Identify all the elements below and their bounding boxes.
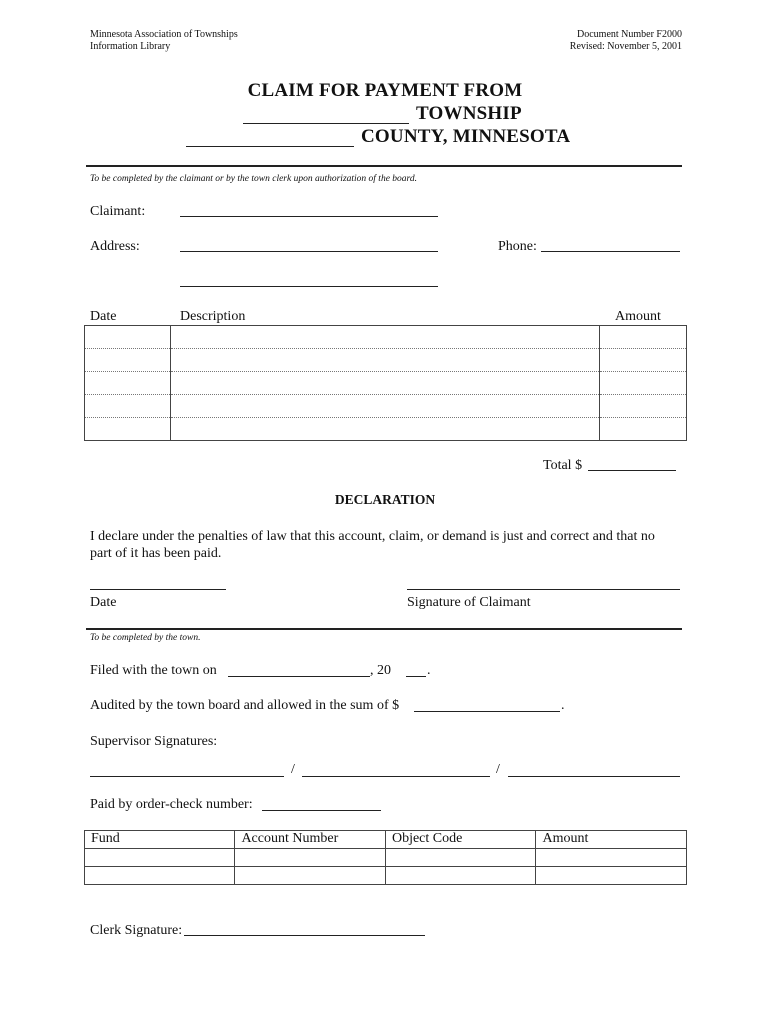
filed-period: .: [427, 663, 431, 678]
county-name-field[interactable]: [186, 146, 354, 147]
table-row: [85, 418, 687, 441]
claimant-signature-field[interactable]: [407, 589, 680, 590]
claimant-label: Claimant:: [90, 204, 146, 219]
item-date-cell[interactable]: [85, 372, 171, 395]
fund-amount-cell[interactable]: [536, 849, 687, 867]
fund-column-header: Fund: [85, 831, 235, 849]
object-code-cell[interactable]: [385, 867, 535, 885]
org-name: Minnesota Association of Townships: [90, 29, 238, 40]
item-amount-cell[interactable]: [600, 326, 687, 349]
town-instruction: To be completed by the town.: [90, 633, 201, 643]
object-code-cell[interactable]: [385, 849, 535, 867]
filed-date-field[interactable]: [228, 676, 370, 677]
item-description-cell[interactable]: [171, 395, 600, 418]
section-divider: [86, 628, 682, 630]
table-row: [85, 372, 687, 395]
revised-date: Revised: November 5, 2001: [569, 41, 682, 52]
declaration-date-field[interactable]: [90, 589, 226, 590]
filed-year-label: , 20: [370, 663, 391, 678]
audited-period: .: [561, 698, 565, 713]
item-date-cell[interactable]: [85, 395, 171, 418]
signature-of-claimant-label: Signature of Claimant: [407, 595, 531, 610]
fund-amount-column-header: Amount: [536, 831, 687, 849]
fund-table: [84, 830, 687, 885]
supervisor-signature-3[interactable]: [508, 776, 680, 777]
form-title-line1: CLAIM FOR PAYMENT FROM: [247, 80, 523, 101]
description-column-header: Description: [180, 309, 246, 324]
item-amount-cell[interactable]: [600, 372, 687, 395]
item-description-cell[interactable]: [171, 418, 600, 441]
account-number-cell[interactable]: [235, 849, 386, 867]
item-date-cell[interactable]: [85, 326, 171, 349]
supervisor-signature-1[interactable]: [90, 776, 284, 777]
form-title-county: COUNTY, MINNESOTA: [361, 126, 571, 147]
filed-year-field[interactable]: [406, 676, 426, 677]
paid-by-label: Paid by order-check number:: [90, 797, 253, 812]
fund-cell[interactable]: [85, 849, 235, 867]
total-field[interactable]: [588, 470, 676, 471]
declaration-heading: DECLARATION: [334, 492, 436, 507]
claimant-instruction: To be completed by the claimant or by the town clerk upon authorization of the board.: [90, 174, 418, 184]
account-number-column-header: Account Number: [235, 831, 386, 849]
date-column-header: Date: [90, 309, 117, 324]
item-amount-cell[interactable]: [600, 418, 687, 441]
slash-separator: /: [496, 762, 500, 777]
table-row: [85, 849, 687, 867]
address-field-line2[interactable]: [180, 286, 438, 287]
item-amount-cell[interactable]: [600, 395, 687, 418]
fund-cell[interactable]: [85, 867, 235, 885]
slash-separator: /: [291, 762, 295, 777]
clerk-signature-field[interactable]: [184, 935, 425, 936]
clerk-signature-label: Clerk Signature:: [90, 923, 183, 938]
item-amount-cell[interactable]: [600, 349, 687, 372]
fund-amount-cell[interactable]: [536, 867, 687, 885]
supervisor-signature-2[interactable]: [302, 776, 490, 777]
declaration-date-label: Date: [90, 595, 117, 610]
declaration-text: I declare under the penalties of law that this account, claim, or demand is just and correct and that no part of it has been paid.: [90, 529, 655, 561]
amount-column-header: Amount: [615, 309, 661, 324]
total-label: Total $: [543, 458, 583, 473]
audited-sum-field[interactable]: [414, 711, 560, 712]
township-name-field[interactable]: [243, 123, 409, 124]
phone-field[interactable]: [541, 251, 680, 252]
account-number-cell[interactable]: [235, 867, 386, 885]
table-row: [85, 395, 687, 418]
table-row: [85, 831, 687, 849]
table-row: [85, 867, 687, 885]
order-check-number-field[interactable]: [262, 810, 381, 811]
section-divider: [86, 165, 682, 167]
item-description-cell[interactable]: [171, 372, 600, 395]
item-date-cell[interactable]: [85, 349, 171, 372]
phone-label: Phone:: [498, 239, 537, 254]
table-row: [85, 326, 687, 349]
items-table: [84, 325, 687, 441]
object-code-column-header: Object Code: [385, 831, 535, 849]
table-row: [85, 349, 687, 372]
claimant-field[interactable]: [180, 216, 438, 217]
filed-label: Filed with the town on: [90, 663, 217, 678]
address-field-line1[interactable]: [180, 251, 438, 252]
item-description-cell[interactable]: [171, 326, 600, 349]
form-title-township: TOWNSHIP: [416, 103, 522, 124]
address-label: Address:: [90, 239, 140, 254]
supervisor-signatures-label: Supervisor Signatures:: [90, 734, 218, 749]
item-description-cell[interactable]: [171, 349, 600, 372]
library-name: Information Library: [90, 41, 171, 52]
document-number: Document Number F2000: [577, 29, 682, 40]
audited-label: Audited by the town board and allowed in the sum of $: [90, 698, 400, 713]
item-date-cell[interactable]: [85, 418, 171, 441]
